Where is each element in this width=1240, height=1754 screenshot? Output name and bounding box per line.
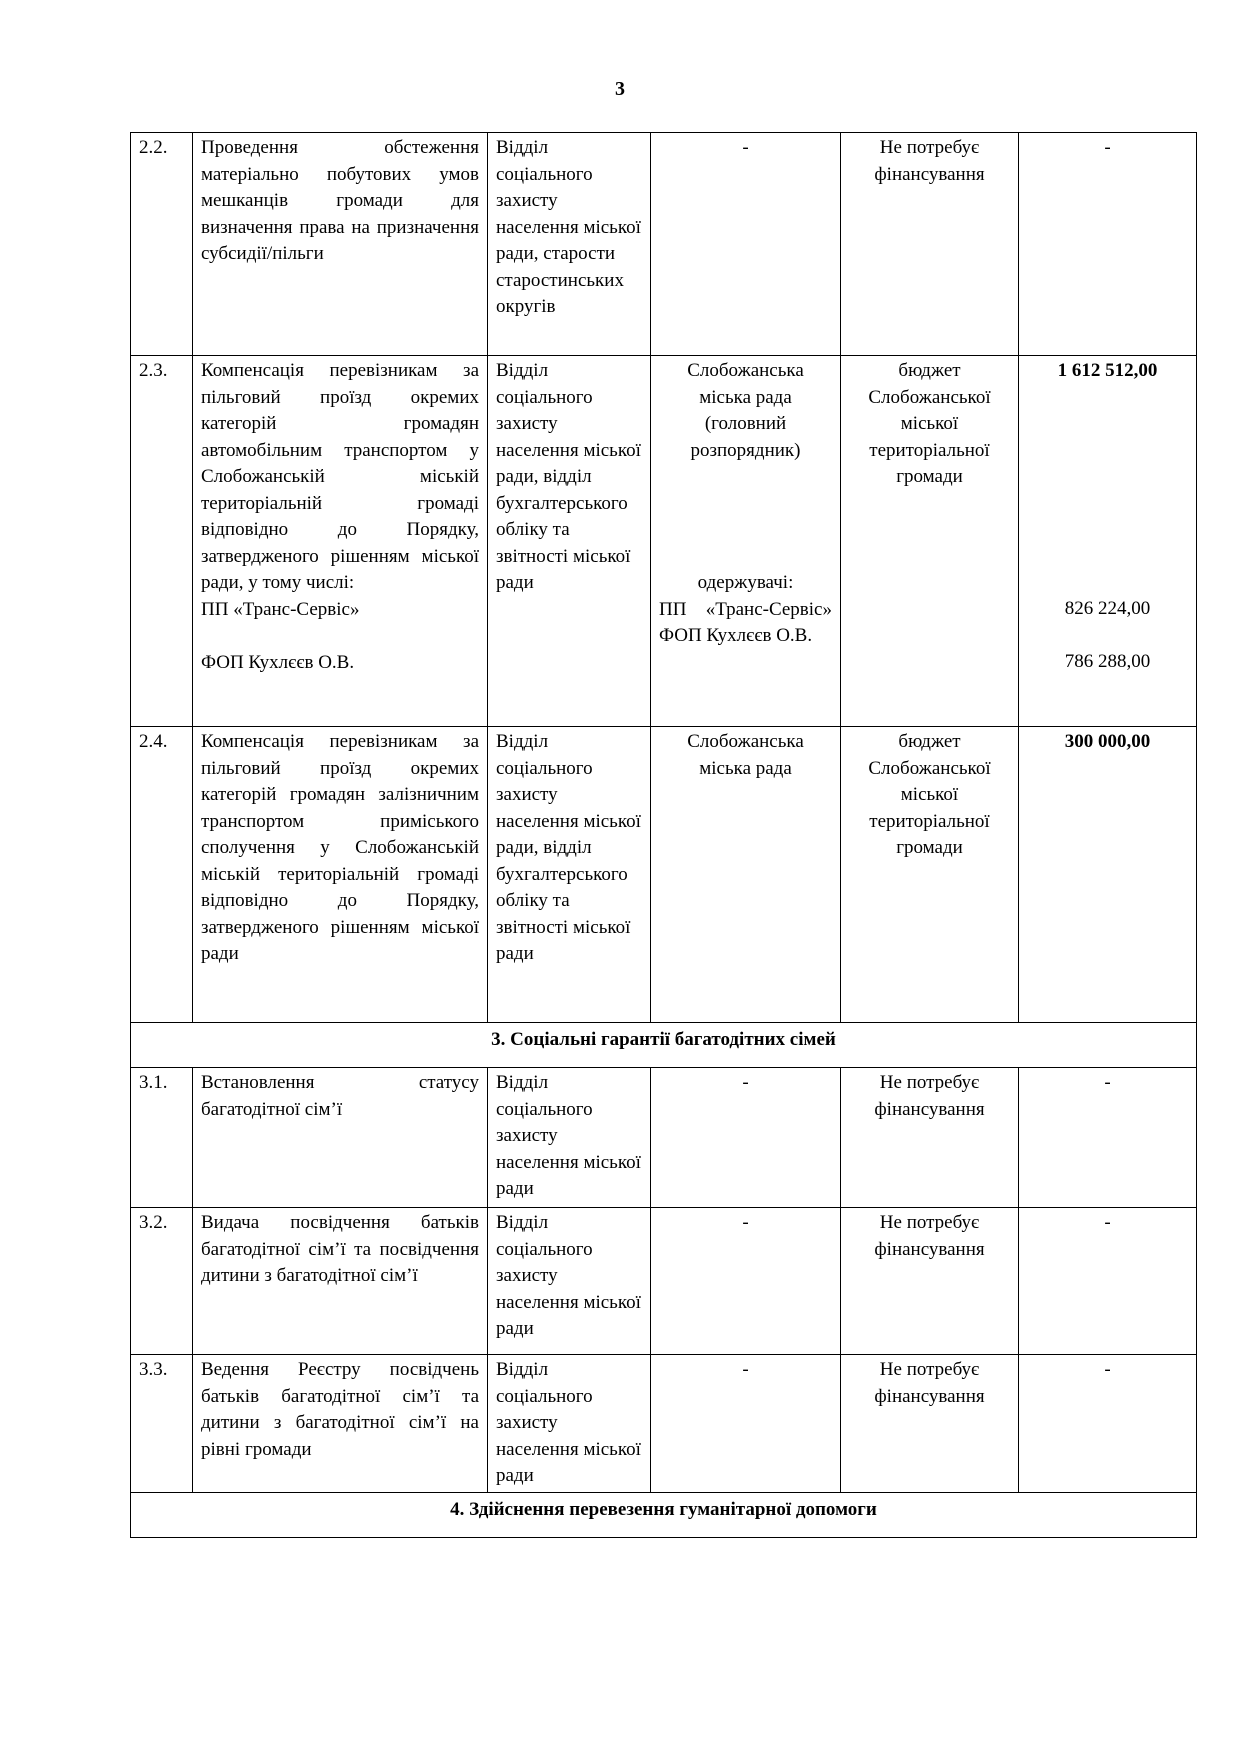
table-row	[131, 1208, 1197, 1355]
funding-source: бюджет Слобожанської міської територіальної громади	[841, 727, 1019, 1023]
funding-source: бюджет Слобожанської міської територіальної громади	[841, 356, 1019, 727]
amount: 300 000,00	[1019, 727, 1197, 1023]
recipient: -	[651, 1208, 841, 1355]
table-row	[131, 133, 1197, 356]
recipients-label: одержувачі:	[697, 572, 794, 593]
row-number: 2.2.	[131, 133, 193, 356]
recipient-2: ФОП Кухлєєв О.В.	[659, 625, 813, 646]
table-row	[131, 1068, 1197, 1208]
funding-source: Не потребує фінансування	[841, 1208, 1019, 1355]
section-4-title: 4. Здійснення перевезення гуманітарної допомоги	[131, 1493, 1197, 1538]
table-row	[131, 727, 1197, 1023]
recipient-1: ПП «Транс-Сервіс»	[659, 598, 832, 620]
page-number: 3	[615, 78, 625, 100]
funding-source: Не потребує фінансування	[841, 133, 1019, 356]
sub-recipient-1: ПП «Транс-Сервіс»	[201, 598, 360, 620]
recipient: -	[651, 133, 841, 356]
amount	[1019, 356, 1197, 727]
funding-source: Не потребує фінансування	[841, 1355, 1019, 1493]
table-row	[131, 356, 1197, 727]
executor: Відділ соціального захисту населення міської ради, старости старостинських округів	[488, 133, 651, 356]
funding-source: Не потребує фінансування	[841, 1068, 1019, 1208]
total-amount: 1 612 512,00	[1057, 360, 1158, 381]
amount-1: 826 224,00	[1064, 598, 1151, 619]
measure-description	[193, 356, 488, 727]
measure-description: Встановлення статусу багатодітної сім’ї	[193, 1068, 488, 1208]
executor: Відділ соціального захисту населення міської ради, відділ бухгалтерського обліку та звітності міської ради	[488, 727, 651, 1023]
row-number: 2.4.	[131, 727, 193, 1023]
recipient: -	[651, 1068, 841, 1208]
measure-description: Проведення обстеження матеріально побутових умов мешканців громади для визначення права на призначення субсидії/пільги	[193, 133, 488, 356]
row-number: 2.3.	[131, 356, 193, 727]
amount: -	[1019, 1208, 1197, 1355]
amount: -	[1019, 1355, 1197, 1493]
program-table	[130, 132, 1197, 1538]
measure-description: Ведення Реєстру посвідчень батьків багатодітної сім’ї та дитини з багатодітної сім’ї на рівні громади	[193, 1355, 488, 1493]
executor: Відділ соціального захисту населення міської ради	[488, 1355, 651, 1493]
table-row	[131, 1355, 1197, 1493]
recipient: -	[651, 1355, 841, 1493]
row-number: 3.3.	[131, 1355, 193, 1493]
measure-description: Компенсація перевізникам за пільговий проїзд окремих категорій громадян залізничним транспортом приміського сполучення у Слобожанській міській територіальній громаді відповідно до Порядку, затвердженого рішенням міської ради	[193, 727, 488, 1023]
measure-description: Видача посвідчення батьків багатодітної сім’ї та посвідчення дитини з багатодітної сім’ї	[193, 1208, 488, 1355]
section-header-row	[131, 1023, 1197, 1068]
recipient: Слобожанська міська рада	[651, 727, 841, 1023]
executor: Відділ соціального захисту населення міської ради, відділ бухгалтерського обліку та звітності міської ради	[488, 356, 651, 727]
row-number: 3.2.	[131, 1208, 193, 1355]
main-manager: Слобожанська міська рада (головний розпорядник)	[687, 360, 804, 461]
row-number: 3.1.	[131, 1068, 193, 1208]
amount: -	[1019, 133, 1197, 356]
executor: Відділ соціального захисту населення міської ради	[488, 1208, 651, 1355]
sub-recipient-2: ФОП Кухлєєв О.В.	[201, 651, 355, 673]
section-header-row	[131, 1493, 1197, 1538]
section-3-title: 3. Соціальні гарантії багатодітних сімей	[131, 1023, 1197, 1068]
amount: -	[1019, 1068, 1197, 1208]
recipient	[651, 356, 841, 727]
description-text: Компенсація перевізникам за пільговий проїзд окремих категорій громадян автомобільним транспортом у Слобожанській міській територіальній громаді відповідно до Порядку, затвердженого рішенням міської ради, у тому числі:	[201, 360, 479, 593]
amount-2: 786 288,00	[1064, 650, 1151, 672]
executor: Відділ соціального захисту населення міської ради	[488, 1068, 651, 1208]
